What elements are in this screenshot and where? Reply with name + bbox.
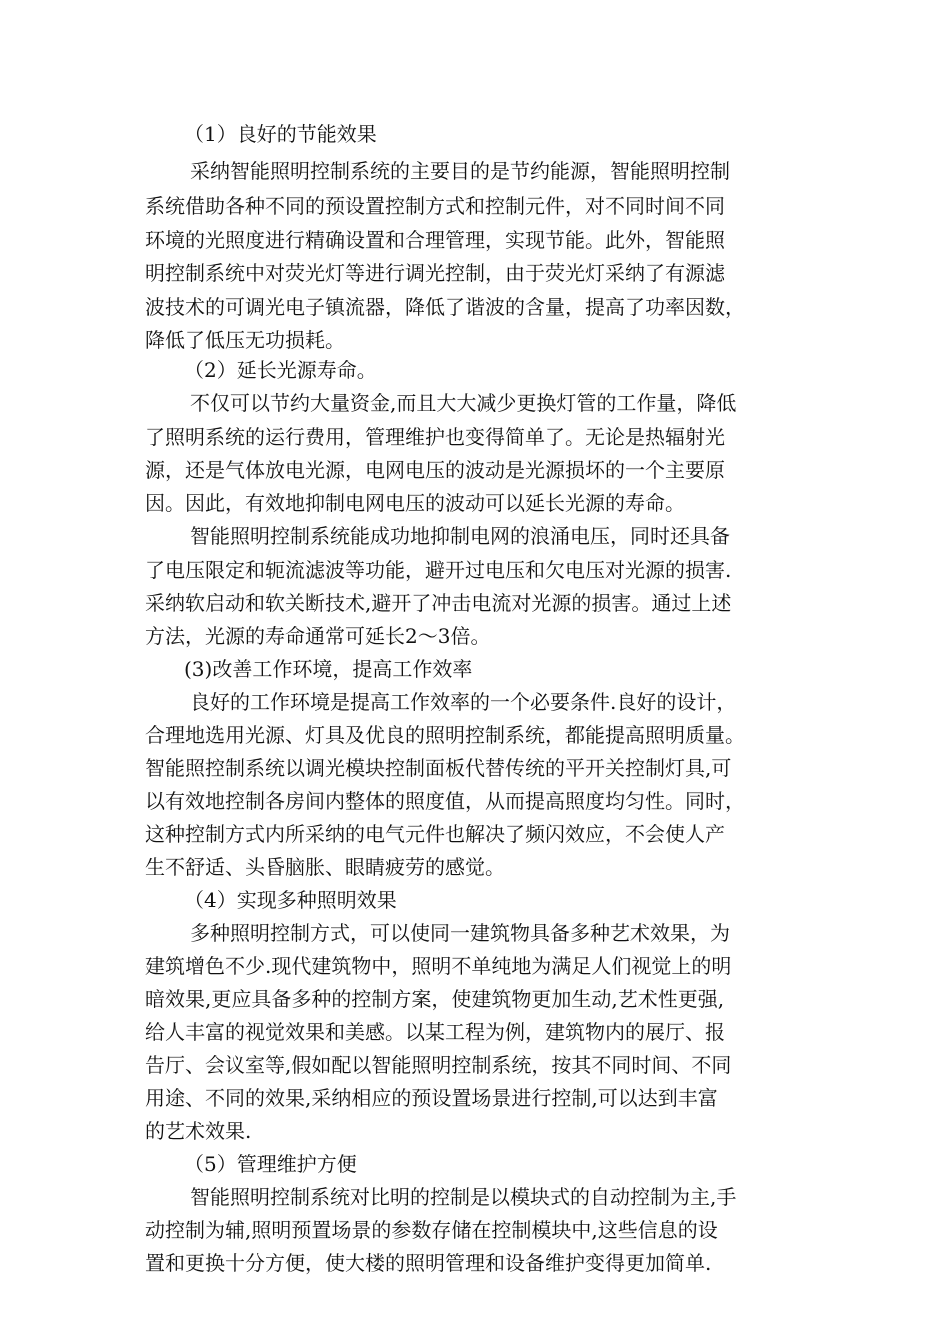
section-heading: （2）延长光源寿命。 xyxy=(184,358,377,382)
paragraph-line: 合理地选用光源、灯具及优良的照明控制系统，都能提高照明质量。 xyxy=(145,723,745,747)
paragraph-line: 因。因此，有效地抑制电网电压的波动可以延长光源的寿命。 xyxy=(145,491,685,515)
paragraph-line: 系统借助各种不同的预设置控制方式和控制元件，对不同时间不同 xyxy=(145,194,725,218)
paragraph-line: 环境的光照度进行精确设置和合理管理，实现节能。此外，智能照 xyxy=(145,228,725,252)
paragraph-line: 给人丰富的视觉效果和美感。以某工程为例，建筑物内的展厅、报 xyxy=(145,1020,725,1044)
paragraph-line: 了电压限定和轭流滤波等功能，避开过电压和欠电压对光源的损害. xyxy=(145,558,732,582)
paragraph-line: 智能照明控制系统对比明的控制是以模块式的自动控制为主,手 xyxy=(190,1185,737,1209)
paragraph-line: 采纳软启动和软关断技术,避开了冲击电流对光源的损害。通过上述 xyxy=(145,591,732,615)
paragraph-line: 以有效地控制各房间内整体的照度值，从而提高照度均匀性。同时， xyxy=(145,789,745,813)
paragraph-line: 动控制为辅,照明预置场景的参数存储在控制模块中,这些信息的设 xyxy=(145,1218,718,1242)
section-heading: （1）良好的节能效果 xyxy=(184,122,377,146)
paragraph-line: 智能照控制系统以调光模块控制面板代替传统的平开关控制灯具,可 xyxy=(145,756,732,780)
paragraph-line: 置和更换十分方便，使大楼的照明管理和设备维护变得更加简单. xyxy=(145,1251,712,1275)
paragraph-line: 的艺术效果. xyxy=(145,1119,252,1143)
paragraph-line: 多种照明控制方式，可以使同一建筑物具备多种艺术效果，为 xyxy=(190,921,730,945)
paragraph-line: 这种控制方式内所采纳的电气元件也解决了频闪效应，不会使人产 xyxy=(145,822,725,846)
paragraph-line: 方法，光源的寿命通常可延长2～3倍。 xyxy=(145,624,491,648)
paragraph-line: 源，还是气体放电光源，电网电压的波动是光源损坏的一个主要原 xyxy=(145,458,725,482)
paragraph-line: 用途、不同的效果,采纳相应的预设置场景进行控制,可以达到丰富 xyxy=(145,1086,718,1110)
section-heading: (3)改善工作环境，提高工作效率 xyxy=(184,657,473,681)
paragraph-line: 降低了低压无功损耗。 xyxy=(145,328,345,352)
paragraph-line: 智能照明控制系统能成功地抑制电网的浪涌电压，同时还具备 xyxy=(190,524,730,548)
paragraph-line: 波技术的可调光电子镇流器，降低了谐波的含量，提高了功率因数， xyxy=(145,295,745,319)
paragraph-line: 良好的工作环境是提高工作效率的一个必要条件.良好的设计， xyxy=(190,690,737,714)
paragraph-line: 明控制系统中对荧光灯等进行调光控制，由于荧光灯采纳了有源滤 xyxy=(145,261,725,285)
paragraph-line: 了照明系统的运行费用，管理维护也变得简单了。无论是热辐射光 xyxy=(145,425,725,449)
paragraph-line: 生不舒适、头昏脑胀、眼睛疲劳的感觉。 xyxy=(145,855,505,879)
paragraph-line: 采纳智能照明控制系统的主要目的是节约能源，智能照明控制 xyxy=(190,159,730,183)
section-heading: （4）实现多种照明效果 xyxy=(184,888,397,912)
paragraph-line: 告厅、会议室等,假如配以智能照明控制系统，按其不同时间、不同 xyxy=(145,1053,732,1077)
paragraph-line: 暗效果,更应具备多种的控制方案，使建筑物更加生动,艺术性更强, xyxy=(145,987,725,1011)
section-heading: （5）管理维护方便 xyxy=(184,1152,357,1176)
paragraph-line: 建筑增色不少.现代建筑物中，照明不单纯地为满足人们视觉上的明 xyxy=(145,954,732,978)
paragraph-line: 不仅可以节约大量资金,而且大大减少更换灯管的工作量，降低 xyxy=(190,391,737,415)
